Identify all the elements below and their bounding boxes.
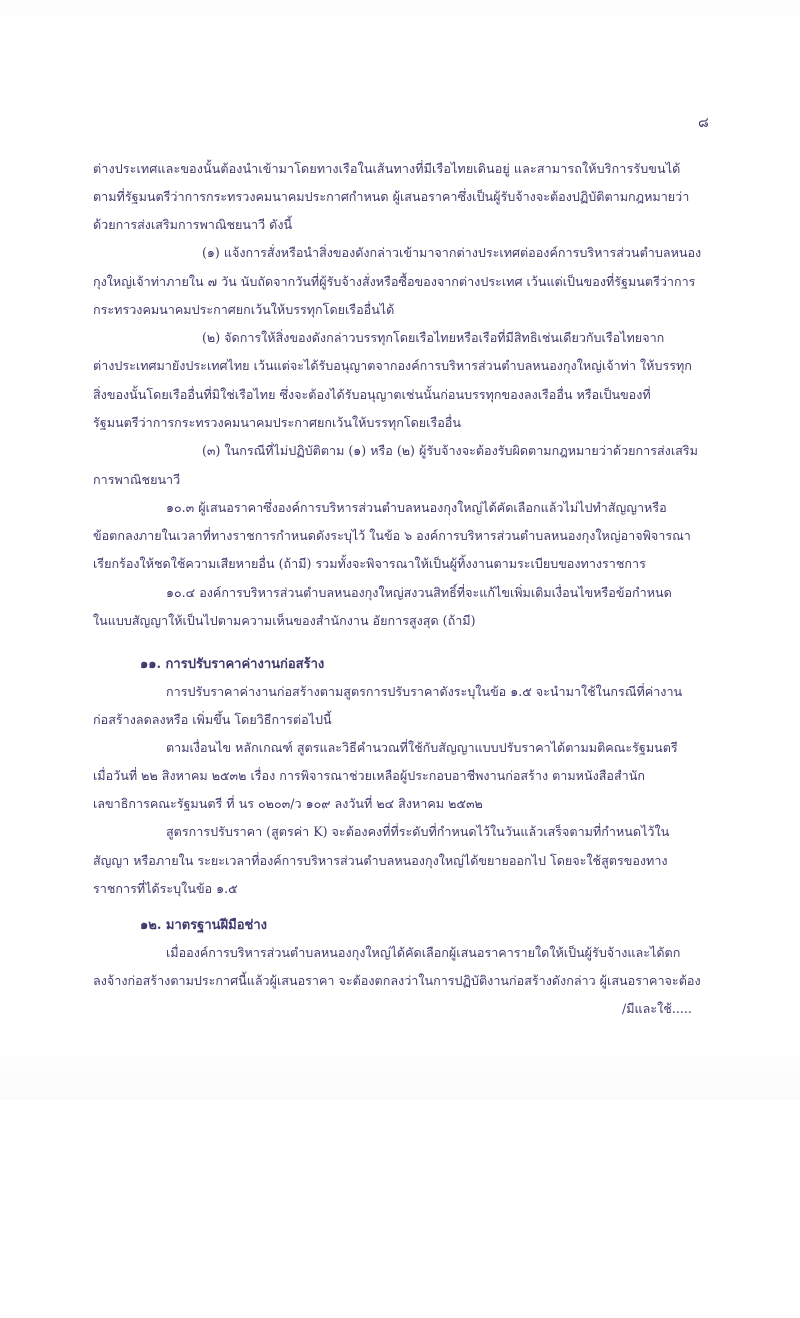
body-line: สิ่งของนั้นโดยเรืออื่นที่มิใช่เรือไทย ซึ่งจะต้องได้รับอนุญาตเช่นนั้นก่อนบรรทุกของลงเรืออื่น หรือเป็นของที่ [93, 387, 651, 402]
section-11-heading: ๑๑. การปรับราคาค่างานก่อสร้าง [140, 657, 325, 672]
body-line: เมื่อองค์การบริหารส่วนตำบลหนองกุงใหญ่ได้คัดเลือกผู้เสนอราคารายใดให้เป็นผู้รับจ้างและได้ตก [166, 945, 681, 960]
body-line: ต่างประเทศมายังประเทศไทย เว้นแต่จะได้รับอนุญาตจากองค์การบริหารส่วนตำบลหนองกุงใหญ่เจ้าท่า ให้บรรทุก [93, 358, 692, 373]
page-number: ๘ [698, 115, 709, 131]
clause-10-4-line: ๑๐.๔ องค์การบริหารส่วนตำบลหนองกุงใหญ่สงวนสิทธิ์ที่จะแก้ไขเพิ่มเติมเงื่อนไขหรือข้อกำหนด [166, 585, 672, 600]
continuation-note: /มีและใช้..... [622, 1001, 692, 1016]
body-line: สัญญา หรือภายใน ระยะเวลาที่องค์การบริหารส่วนตำบลหนองกุงใหญ่ได้ขยายออกไป โดยจะใช้สูตรของทาง [93, 853, 668, 868]
body-line: ในแบบสัญญาให้เป็นไปตามความเห็นของสำนักงาน อัยการสูงสุด (ถ้ามี) [93, 613, 476, 628]
body-line: รัฐมนตรีว่าการกระทรวงคมนาคมประกาศยกเว้นให้บรรทุกโดยเรืออื่น [93, 415, 461, 430]
body-line: ลงจ้างก่อสร้างตามประกาศนี้แล้วผู้เสนอราคา จะต้องตกลงว่าในการปฏิบัติงานก่อสร้างดังกล่าว ผู้เสนอราคาจะต้อง [93, 973, 701, 988]
body-line: ต่างประเทศและของนั้นต้องนำเข้ามาโดยทางเรือในเส้นทางที่มีเรือไทยเดินอยู่ และสามารถให้บริการรับขนได้ [93, 161, 681, 176]
body-line: กระทรวงคมนาคมประกาศยกเว้นให้บรรทุกโดยเรืออื่นได้ [93, 302, 395, 317]
clause-10-3-line: ๑๐.๓ ผู้เสนอราคาซึ่งองค์การบริหารส่วนตำบลหนองกุงใหญ่ได้คัดเลือกแล้วไม่ไปทำสัญญาหรือ [166, 500, 667, 515]
body-line: สูตรการปรับราคา (สูตรค่า K) จะต้องคงที่ที่ระดับที่กำหนดไว้ในวันแล้วเสร็จตามที่กำหนดไว้ใน [166, 824, 670, 839]
body-line: ด้วยการส่งเสริมการพาณิชยนาวี ดังนี้ [93, 217, 293, 232]
body-line: กุงใหญ่เจ้าท่าภายใน ๗ วัน นับถัดจากวันที่ผู้รับจ้างสั่งหรือซื้อของจากต่างประเทศ เว้นแต่เป็นของที่รัฐมนตรีว่าการ [93, 274, 696, 289]
clause-2-line: (๒) จัดการให้สิ่งของดังกล่าวบรรทุกโดยเรือไทยหรือเรือที่มีสิทธิเช่นเดียวกับเรือไทยจาก [202, 330, 665, 345]
body-line: ตามเงื่อนไข หลักเกณฑ์ สูตรและวิธีคำนวณที่ใช้กับสัญญาแบบปรับราคาได้ตามมติคณะรัฐมนตรี [166, 740, 678, 755]
clause-1-line: (๑) แจ้งการสั่งหรือนำสิ่งของดังกล่าวเข้ามาจากต่างประเทศต่อองค์การบริหารส่วนตำบลหนอง [202, 245, 702, 260]
body-line: ก่อสร้างลดลงหรือ เพิ่มขึ้น โดยวิธีการต่อไปนี้ [93, 712, 332, 727]
body-line: เมื่อวันที่ ๒๒ สิงหาคม ๒๕๓๒ เรื่อง การพิจารณาช่วยเหลือผู้ประกอบอาชีพงานก่อสร้าง ตามหนังสือสำนัก [93, 768, 645, 783]
body-line: การปรับราคาค่างานก่อสร้างตามสูตรการปรับราคาดังระบุในข้อ ๑.๕ จะนำมาใช้ในกรณีที่ค่างาน [166, 684, 683, 699]
body-line: เรียกร้องให้ชดใช้ความเสียหายอื่น (ถ้ามี) รวมทั้งจะพิจารณาให้เป็นผู้ทิ้งงานตามระเบียบของทางราชการ [93, 556, 646, 571]
section-12-heading: ๑๒. มาตรฐานฝีมือช่าง [140, 918, 267, 933]
body-line: เลขาธิการคณะรัฐมนตรี ที่ นร ๐๒๐๓/ว ๑๐๙ ลงวันที่ ๒๔ สิงหาคม ๒๕๓๒ [93, 796, 483, 811]
body-line: ข้อตกลงภายในเวลาที่ทางราชการกำหนดดังระบุไว้ ในข้อ ๖ องค์การบริหารส่วนตำบลหนองกุงใหญ่อาจพิจารณา [93, 528, 691, 543]
body-line: ตามที่รัฐมนตรีว่าการกระทรวงคมนาคมประกาศกำหนด ผู้เสนอราคาซึ่งเป็นผู้รับจ้างจะต้องปฏิบัติตามกฎหมายว่า [93, 189, 690, 204]
clause-3-line: (๓) ในกรณีที่ไม่ปฏิบัติตาม (๑) หรือ (๒) ผู้รับจ้างจะต้องรับผิดตามกฎหมายว่าด้วยการส่งเสริม [202, 443, 698, 458]
body-line: การพาณิชยนาวี [93, 472, 181, 487]
body-line: ราชการที่ได้ระบุในข้อ ๑.๕ [93, 881, 238, 896]
